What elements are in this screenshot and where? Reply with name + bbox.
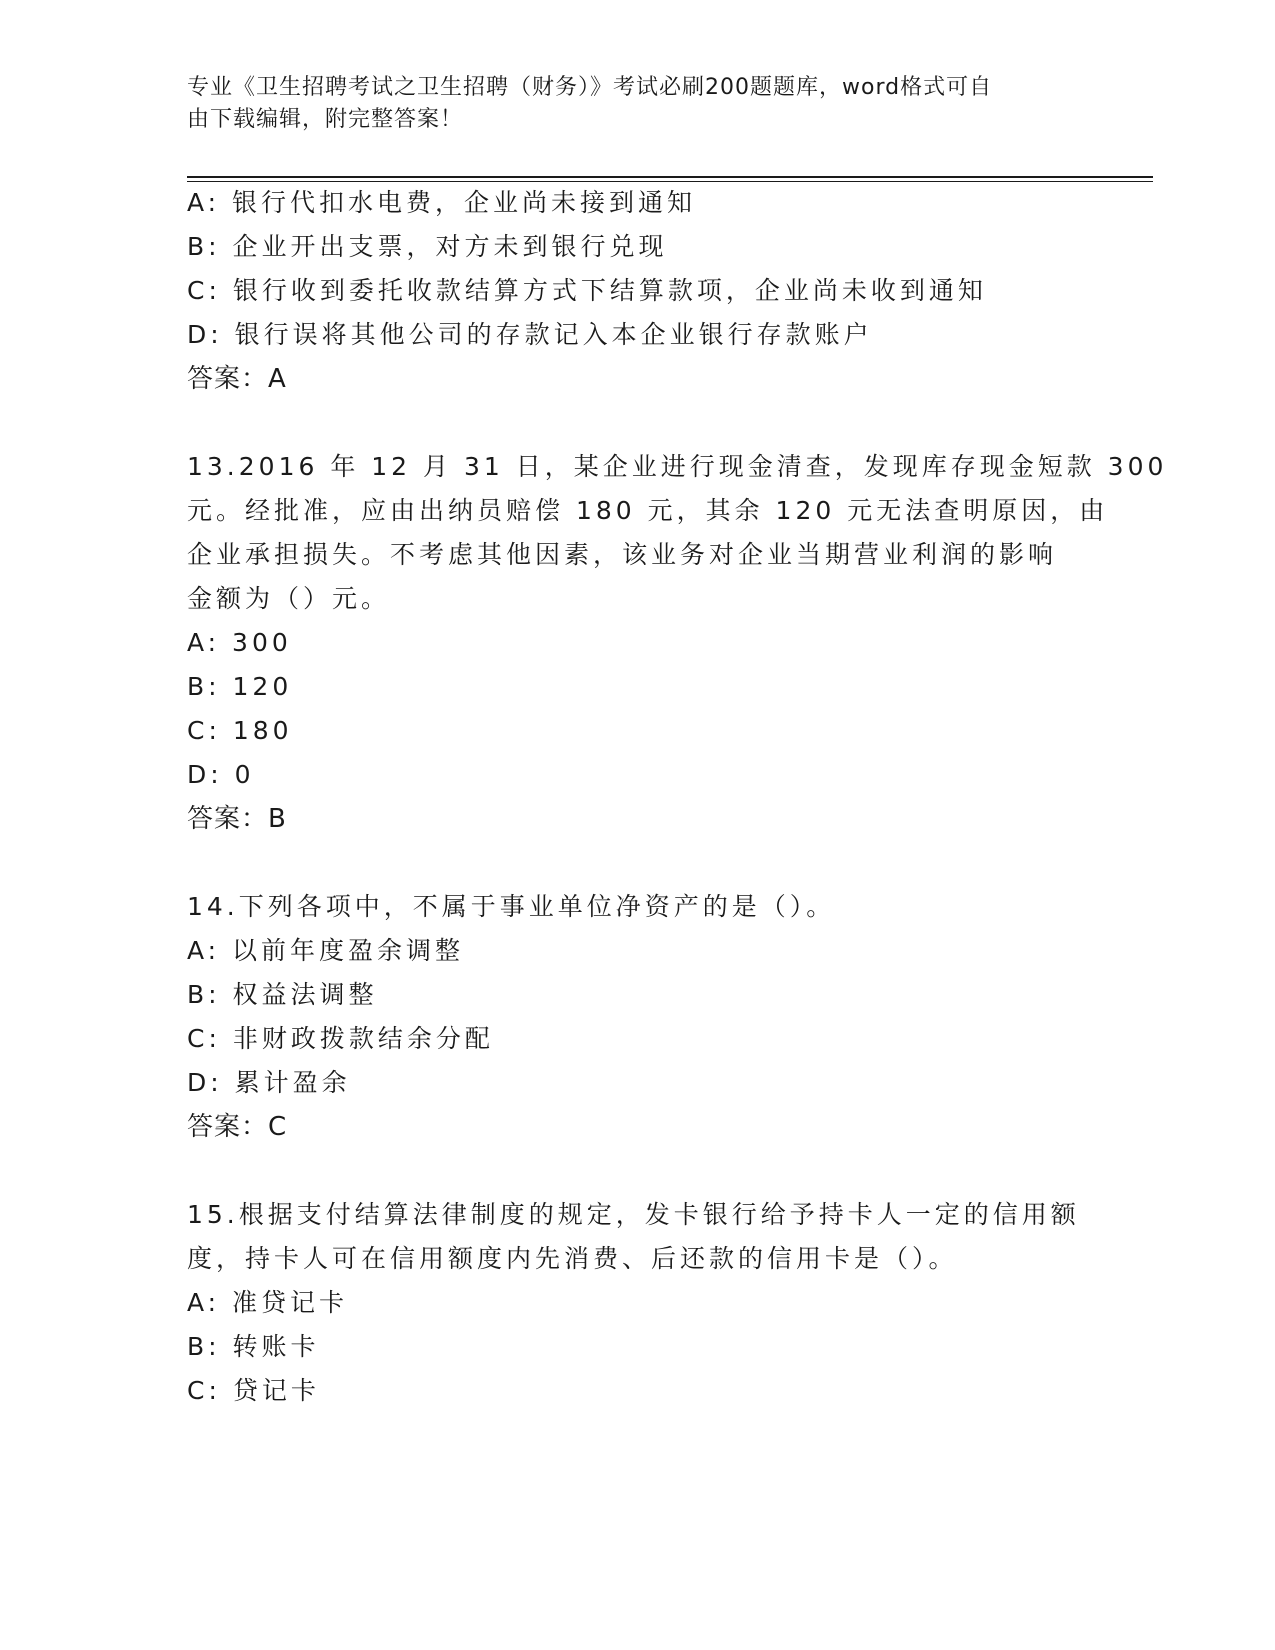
q15-option-c: C: 贷记卡 bbox=[187, 1376, 320, 1405]
q14-answer: 答案：C bbox=[187, 1112, 288, 1142]
q14-option-b: B: 权益法调整 bbox=[187, 980, 378, 1009]
header-line-1: 专业《卫生招聘考试之卫生招聘（财务）》考试必刷200题题库，word格式可自 bbox=[187, 75, 993, 100]
q15-option-b: B: 转账卡 bbox=[187, 1332, 320, 1361]
header-divider-thin bbox=[187, 181, 1153, 182]
q14-option-a: A: 以前年度盈余调整 bbox=[187, 936, 465, 965]
document-header bbox=[187, 72, 1067, 136]
q13-stem-line-2: 元。经批准，应由出纳员赔偿 180 元，其余 120 元无法查明原因，由 bbox=[187, 496, 1109, 525]
q12-answer: 答案：A bbox=[187, 364, 287, 394]
q15-option-a: A: 准贷记卡 bbox=[187, 1288, 349, 1317]
q14-option-d: D: 累计盈余 bbox=[187, 1068, 351, 1097]
q13-answer: 答案：B bbox=[187, 804, 287, 834]
q12-option-c: C: 银行收到委托收款结算方式下结算款项，企业尚未收到通知 bbox=[187, 276, 987, 305]
q14-option-c: C: 非财政拨款结余分配 bbox=[187, 1024, 494, 1053]
q15-stem-line-2: 度，持卡人可在信用额度内先消费、后还款的信用卡是（）。 bbox=[187, 1244, 958, 1273]
q12-option-b: B: 企业开出支票，对方未到银行兑现 bbox=[187, 232, 668, 261]
q13-option-a: A: 300 bbox=[187, 628, 292, 657]
q14-stem-line-1: 14.下列各项中，不属于事业单位净资产的是（）。 bbox=[187, 892, 836, 921]
header-divider-thick bbox=[187, 176, 1153, 178]
q13-stem-line-1: 13.2016 年 12 月 31 日，某企业进行现金清查，发现库存现金短款 300 bbox=[187, 452, 1168, 481]
q13-stem-line-3: 企业承担损失。不考虑其他因素，该业务对企业当期营业利润的影响 bbox=[187, 540, 1058, 569]
q13-option-b: B: 120 bbox=[187, 672, 293, 701]
q13-stem-line-4: 金额为（）元。 bbox=[187, 584, 391, 613]
q12-option-a: A: 银行代扣水电费，企业尚未接到通知 bbox=[187, 188, 697, 217]
q13-option-c: C: 180 bbox=[187, 716, 293, 745]
header-line-2: 由下载编辑，附完整答案！ bbox=[187, 107, 464, 132]
q12-option-d: D: 银行误将其他公司的存款记入本企业银行存款账户 bbox=[187, 320, 873, 349]
q13-option-d: D: 0 bbox=[187, 760, 255, 789]
q15-stem-line-1: 15.根据支付结算法律制度的规定，发卡银行给予持卡人一定的信用额 bbox=[187, 1200, 1080, 1229]
